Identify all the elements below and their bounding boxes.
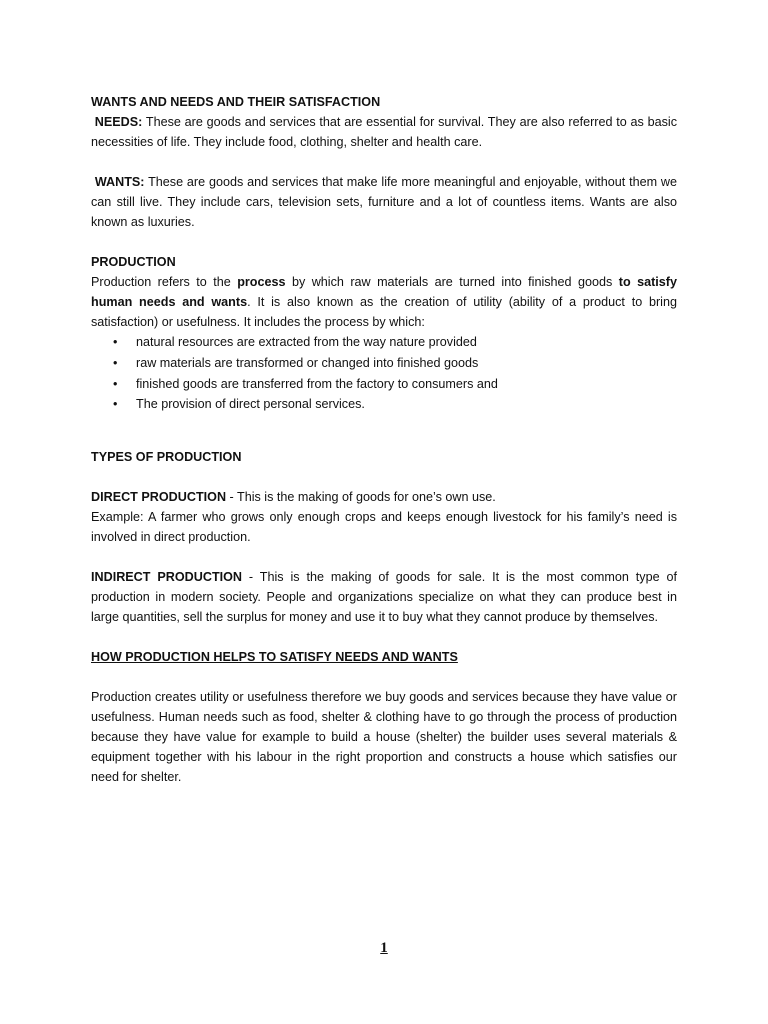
production-heading: PRODUCTION [91,255,176,269]
wants-label: WANTS: [94,175,145,189]
list-item-text: The provision of direct personal services. [136,397,365,412]
production-paragraph [91,272,677,332]
indirect-production-paragraph [91,567,677,627]
wants-paragraph [91,172,677,232]
list-item [91,394,677,415]
needs-paragraph [91,112,677,152]
production-bold-process: process [237,275,286,289]
types-heading: TYPES OF PRODUCTION [91,450,242,465]
list-item-text: raw materials are transformed or changed into finished goods [136,355,479,370]
indirect-production-label: INDIRECT PRODUCTION [91,570,243,585]
production-text-3: . It is also known as the creation of utility (ability of a product to bring satisfaction) or usefulness. It includes the process by which: [91,295,677,329]
wants-text: These are goods and services that make life more meaningful and enjoyable, without them we can still live. They include cars, television sets, furniture and a lot of countless items. Wants are also known as luxuries. [91,175,677,229]
production-text-1: Production refers to the [91,275,238,289]
document-body [91,92,677,787]
list-item [91,332,677,353]
list-item-text: natural resources are extracted from the way nature provided [136,335,477,349]
bullet-glyph: • [113,335,118,349]
production-bullet-list [91,332,677,415]
direct-production-paragraph [91,487,677,507]
direct-production-example: Example: A farmer who grows only enough crops and keeps enough livestock for his family’s need is involved in direct production. [91,510,677,545]
direct-production-label: DIRECT PRODUCTION [91,490,227,505]
bullet-glyph: • [113,355,118,370]
list-item [91,353,677,374]
indirect-production-text: - This is the making of goods for sale. It is the most common type of production in modern society. People and organizations specialize on what they can produce best in large quantities, sell the surplus for money and use it to buy what they cannot produce by themselves. [91,570,677,625]
how-production-heading: HOW PRODUCTION HELPS TO SATISFY NEEDS AND WANTS [91,650,458,665]
needs-text: These are goods and services that are essential for survival. They are also referred to as basic necessities of life. They include food, clothing, shelter and health care. [91,115,677,149]
how-production-paragraph: Production creates utility or usefulness therefore we buy goods and services because they have value or usefulness. Human needs such as food, shelter & clothing have to go through the process of production because they have value for example to build a house (shelter) the builder uses several materials & equipment together with his labour in the right proportion and constructs a house which satisfies our need for shelter. [91,690,677,785]
bullet-glyph: • [113,376,118,391]
page-number: 1 [380,940,388,956]
list-item-text: finished goods are transferred from the factory to consumers and [136,376,498,391]
production-bold-satisfy: to satisfy human needs and wants [91,275,677,309]
document-title: WANTS AND NEEDS AND THEIR SATISFACTION [91,95,381,109]
list-item [91,374,677,395]
needs-label: NEEDS: [94,115,143,129]
production-text-2: by which raw materials are turned into finished goods [285,275,619,289]
bullet-glyph: • [113,397,118,412]
direct-production-text: - This is the making of goods for one’s own use. [226,490,496,505]
